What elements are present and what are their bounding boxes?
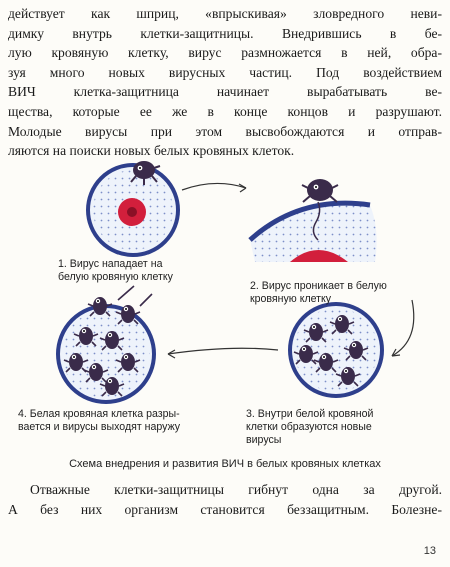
- caption-step-3: [246, 408, 373, 447]
- cell-step-1: [88, 161, 178, 255]
- arrow-icon: [168, 348, 278, 354]
- caption-line: 2. Вирус проникает в белую: [250, 280, 387, 292]
- arrow-icon: [182, 183, 246, 190]
- caption-line: белую кровяную клетку: [58, 271, 173, 283]
- caption-step-1: [58, 258, 173, 284]
- caption-line: вирусы: [246, 434, 282, 446]
- cell-step-3: [290, 304, 382, 396]
- caption-step-2: [250, 280, 387, 306]
- paragraph-bottom: [8, 480, 442, 519]
- caption-line: вается и вирусы выходят наружу: [18, 421, 181, 433]
- caption-line: кровяную клетку: [250, 293, 332, 305]
- cell-step-2: [250, 179, 377, 262]
- caption-line: 3. Внутри белой кровяной: [246, 408, 374, 420]
- caption-step-4: [18, 408, 180, 434]
- cell-step-4: [58, 286, 154, 402]
- caption-line: 1. Вирус нападает на: [58, 258, 163, 270]
- text-line: А без них организм становится беззащитным. Болезне-: [8, 501, 442, 517]
- text-line: Отважные клетки-защитницы гибнут одна за другой.: [30, 482, 442, 497]
- text-line: зуя много новых вирусных частиц. Под воздействием: [8, 64, 442, 80]
- text-line: димку внутрь клетки-защитницы. Внедрившись в бе-: [8, 25, 442, 41]
- caption-line: 4. Белая кровяная клетка разры-: [18, 408, 180, 420]
- text-line: щества, которые ее же в конце концов и разрушают.: [8, 103, 442, 119]
- arrow-icon: [392, 300, 414, 356]
- text-line: ВИЧ клетка-защитница начинает вырабатывать ве-: [8, 84, 442, 100]
- caption-line: клетки образуются новые: [246, 421, 372, 433]
- text-line: действует как шприц, «впрыскивая» зловредного неви-: [8, 6, 442, 21]
- text-line: Молодые вирусы при этом высвобождаются и отправ-: [8, 123, 442, 139]
- page-number: 13: [423, 545, 436, 557]
- figure-title: Схема внедрения и развития ВИЧ в белых кровяных клетках: [69, 458, 381, 470]
- text-line: ляются на поиски новых белых кровяных клеток.: [8, 143, 295, 159]
- text-line: лую кровяную клетку, вирус размножается в ней, обра-: [8, 45, 442, 61]
